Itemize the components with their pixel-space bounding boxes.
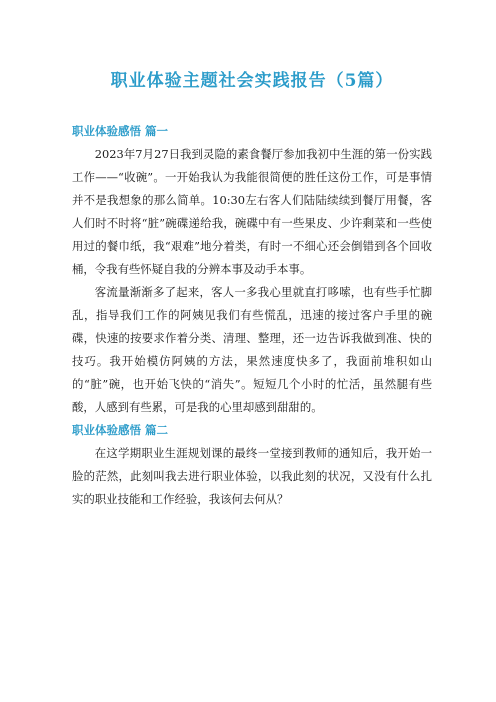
section-2 xyxy=(72,422,432,511)
paragraph: 2023年7月27日我到灵隐的素食餐厅参加我初中生涯的第一份实践工作——“收碗”。一开始我认为我能很简便的胜任这份工作，可是事情并不是我想象的那么简单。10:30左右客人们陆陆续续到餐厅用餐，客人们时不时将“脏”碗碟递给我，碗碟中有一些果皮、少许剩菜和一些使用过的餐巾纸，我“艰难”地分着类，有时一不细心还会倒错到各个回收桶，令我有些怀疑自我的分辨本事及动手本事。 xyxy=(72,147,432,276)
document-title: 职业体验主题社会实践报告（5篇） xyxy=(110,71,394,91)
section-heading: 职业体验感悟 篇二 xyxy=(72,423,169,437)
section-heading: 职业体验感悟 篇一 xyxy=(72,124,169,138)
section-1 xyxy=(72,123,432,419)
paragraph: 在这学期职业生涯规划课的最终一堂接到教师的通知后，我开始一脸的茫然，此刻叫我去进行职业体验，以我此刻的状况，又没有什么扎实的职业技能和工作经验，我该何去何从？ xyxy=(72,446,432,506)
paragraph: 客流量渐渐多了起来，客人一多我心里就直打哆嗦，也有些手忙脚乱，指导我们工作的阿姨见我们有些慌乱，迅速的接过客户手里的碗碟，快速的按要求作着分类、清理、整理，还一边告诉我做到准、快的技巧。我开始模仿阿姨的方法，果然速度快多了，我面前堆积如山的“脏”碗，也开始飞快的“消失”。短短几个小时的忙活，虽然腿有些酸，人感到有些累，可是我的心里却感到甜甜的。 xyxy=(72,285,432,414)
